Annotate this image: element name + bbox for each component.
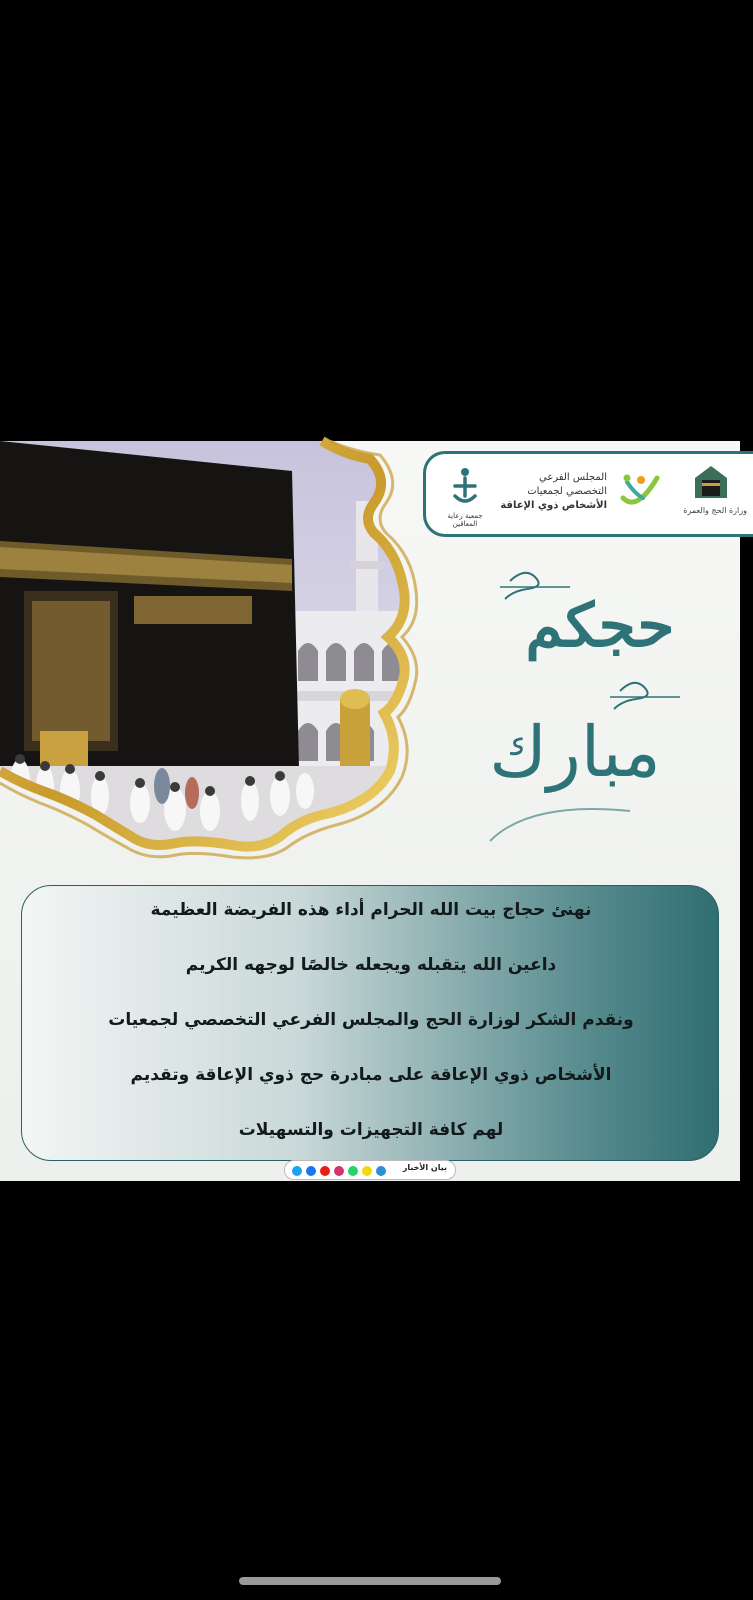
greeting-line2: مبارك <box>489 711 661 793</box>
twitter-icon <box>292 1166 302 1176</box>
message-line-4: الأشخاص ذوي الإعاقة على مبادرة حج ذوي الإعاقة وتقديم <box>130 1065 612 1085</box>
kaaba-photo <box>0 441 420 861</box>
council-name-line3: الأشخاص ذوي الإعاقة <box>500 500 607 511</box>
council-logo <box>617 468 665 516</box>
association-name: جمعية رعاية المعاقين <box>447 512 483 528</box>
hajj-greeting-poster <box>0 441 747 1181</box>
message-line-2: داعين الله يتقبله ويجعله خالصًا لوجهه الكريم <box>185 955 557 975</box>
ministry-logo <box>691 464 731 504</box>
association-logo <box>447 466 483 508</box>
ministry-name: وزارة الحج والعمرة <box>683 506 747 515</box>
whatsapp-icon <box>348 1166 358 1176</box>
social-icons <box>291 1165 401 1177</box>
message-box <box>21 885 719 1161</box>
message-line-3: ونقدم الشكر لوزارة الحج والمجلس الفرعي التخصصي لجمعيات <box>108 1010 634 1030</box>
message-line-1: نهنئ حجاج بيت الله الحرام أداء هذه الفريضة العظيمة <box>150 900 592 920</box>
greeting-line1: حجكم <box>525 591 675 661</box>
logos-bar <box>423 451 753 537</box>
social-footer <box>284 1160 456 1180</box>
council-name-line2: التخصصي لجمعيات <box>527 486 607 497</box>
instagram-icon <box>334 1166 344 1176</box>
message-line-5: لهم كافة التجهيزات والتسهيلات <box>238 1120 504 1140</box>
source-label: بيان الأخبار <box>402 1163 447 1172</box>
hajj-greeting-calligraphy <box>460 551 710 851</box>
youtube-icon <box>320 1166 330 1176</box>
facebook-icon <box>306 1166 316 1176</box>
snapchat-icon <box>362 1166 372 1176</box>
home-indicator[interactable] <box>239 1577 501 1585</box>
telegram-icon <box>376 1166 386 1176</box>
council-name-line1: المجلس الفرعي <box>538 472 607 483</box>
